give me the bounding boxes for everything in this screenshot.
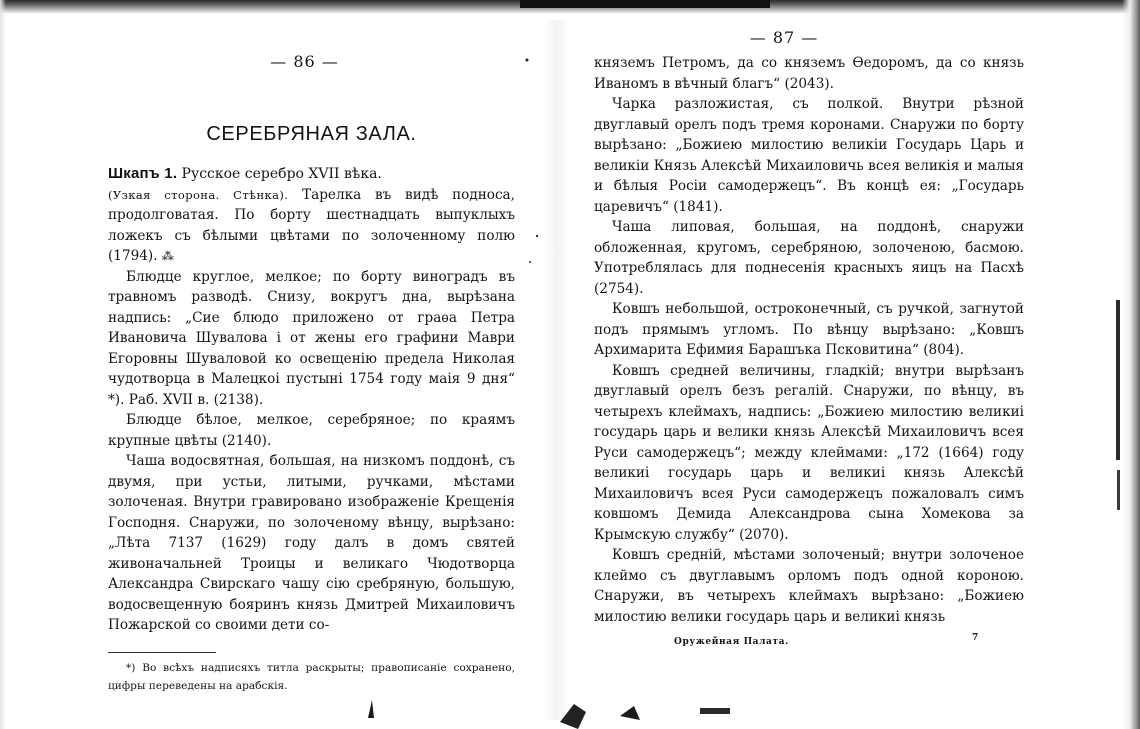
- page-number-left: — 86 —: [270, 52, 339, 71]
- left-page: [108, 52, 515, 695]
- paragraph-saucer-round: Блюдце круглое, мелкое; по борту виноградъ въ травномъ разводѣ. Снизу, вокругъ дна, вырѣзана надпись: „Сие блюдо приложено от граѳа Петра Ивановича Шувалова і от жены его графини Маври Егоровны Шуваловой ко освещенію предела Николая чудотворца в Малецкоі пустыні 1754 году маія 9 дня“ *). Раб. XVII в. (2138).: [108, 268, 515, 408]
- page-footer: [594, 631, 1024, 653]
- paragraph-plate-text: Тарелка въ видѣ подноса, продолговатая. По борту шестнадцать выпуклыхъ ложекъ съ бѣлыми цвѣтами по золоченному полю (1794).: [108, 186, 515, 264]
- bottom-blot-2: [560, 704, 586, 729]
- bottom-blot-3: [620, 706, 640, 720]
- right-page: [594, 28, 1024, 653]
- paragraph-gilded-kovsh: Ковшъ средній, мѣстами золоченый; внутри золоченое клеймо съ двуглавымъ орломъ подъ одной короною. Снаружи, въ четырехъ клеймахъ вырѣзано: „Божиею милостию велики государь царь и великиі князь: [594, 547, 1024, 625]
- cabinet-subtitle: Русское серебро XVII вѣка.: [181, 166, 382, 182]
- paragraph-charka: Чарка разложистая, съ полкой. Внутри рѣзной двуглавый орелъ подъ тремя коронами. Снаружи по борту вырѣзано: „Божиею милостию великіи Государь Царь и великіи Князь Алексѣй Михаиловичь всея великія и малыя и бѣлыя Росіи самодержецъ“. Въ концѣ ея: „Государь царевичъ“ (1841).: [594, 96, 1024, 215]
- right-margin-mark: [1116, 300, 1120, 460]
- bottom-blot: [368, 700, 374, 718]
- footnote-rule: [108, 652, 216, 653]
- side-label: (Узкая сторона. Стѣнка).: [108, 187, 289, 202]
- speck: [536, 235, 538, 237]
- speck: [529, 261, 531, 263]
- bottom-blot-4: [700, 708, 730, 714]
- paragraph-plate: [108, 185, 515, 267]
- paragraph-bowl-holy-water: Чаша водосвятная, большая, на низкомъ поддонѣ, съ двумя, при устьи, литыми, ручками, мѣстами золоченая. Внутри гравировано изображеніе Крещенія Господня. Снаружи, по золоченому вѣнцу, вырѣзано: „Лѣта 7137 (1629) году далъ в домъ святей живоначальней Троицы и великаго Чюдотворца Александра Свирскаго чашу сію сребряную, большую, водосвещенную бояринъ князь Дмитрей Михаиловичъ Пожарской со своими дети со-: [108, 453, 515, 633]
- paragraph-saucer-white: Блюдце бѣлое, мелкое, серебряное; по краямъ крупные цвѣты (2140).: [108, 412, 515, 449]
- section-title: СЕРЕБРЯНАЯ ЗАЛА.: [206, 123, 417, 145]
- paragraph-linden-bowl: Чаша липовая, большая, на поддонѣ, снаружи обложенная, кругомъ, серебряною, золоченою, басмою. Употреблялась для поднесенія красныхъ яицъ на Пасхѣ (2754).: [594, 219, 1024, 297]
- cabinet-heading-paragraph: [108, 164, 515, 185]
- cabinet-title: Шкапъ 1.: [108, 165, 178, 182]
- right-margin-mark-2: [1117, 470, 1120, 510]
- paragraph-continuation: княземъ Петромъ, да со княземъ Ѳедоромъ, да со князь Иваномъ в вѣчный благъ“ (2043).: [594, 55, 1024, 92]
- page-number-right: — 87 —: [749, 28, 819, 47]
- footnote: *) Во всѣхъ надписяхъ титла раскрыты; правописаніе сохранено, цифры переведены на арабскія.: [108, 661, 515, 692]
- ornament-mark: ⁂: [161, 249, 173, 263]
- printer-signature: Оружейная Палата.: [674, 637, 789, 647]
- speck: [526, 59, 529, 62]
- sheet-number: 7: [972, 633, 979, 643]
- paragraph-medium-kovsh: Ковшъ средней величины, гладкій; внутри вырѣзанъ двуглавый орелъ безъ регалій. Снаружи, по вѣнцу, въ четырехъ клеймахъ, надпись: „Божиею милостию великиі государь царь и велики князь Алексѣй Михаиловичъ всея Руси самодержецъ“; между клеймами: „172 (1664) году великиі государь царь и великиі князь Алексѣй Михаиловичъ всея Руси самодержецъ пожаловалъ симъ ковшомъ Демида Александрова сына Хомекова за Крымскую службу“ (2070).: [594, 362, 1024, 543]
- paragraph-small-kovsh: Ковшъ небольшой, остроконечный, съ ручкой, загнутой подъ прямымъ угломъ. По вѣнцу вырѣзано: „Ковшъ Архимарита Ефимия Барашъка Псковитина“ (804).: [594, 301, 1024, 358]
